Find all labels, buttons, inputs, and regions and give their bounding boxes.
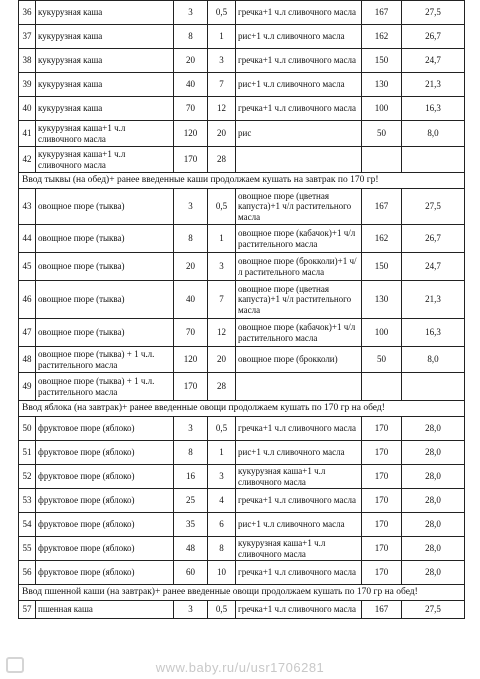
- first-amount-cell: 8: [174, 225, 208, 253]
- first-food-cell: пшенная каша: [36, 601, 174, 619]
- watermark-text: www.baby.ru/u/usr1706281: [155, 660, 325, 675]
- feeding-schedule-table: [18, 0, 465, 619]
- first-amount-cell: 70: [174, 97, 208, 121]
- first-portion-cell: 3: [208, 253, 236, 281]
- second-portion-cell: 28,0: [402, 441, 465, 465]
- table-row: [19, 441, 465, 465]
- second-portion-cell: 8,0: [402, 347, 465, 373]
- table-row: [19, 25, 465, 49]
- day-number-cell: 52: [19, 465, 36, 489]
- table-row: [19, 121, 465, 147]
- table-row: [19, 465, 465, 489]
- second-food-cell: [236, 147, 362, 173]
- first-portion-cell: 6: [208, 513, 236, 537]
- first-food-cell: фруктовое пюре (яблоко): [36, 537, 174, 561]
- section-note-row: [19, 173, 465, 189]
- first-food-cell: кукурузная каша: [36, 73, 174, 97]
- first-food-cell: фруктовое пюре (яблоко): [36, 417, 174, 441]
- second-amount-cell: 170: [362, 513, 402, 537]
- first-food-cell: фруктовое пюре (яблоко): [36, 489, 174, 513]
- second-portion-cell: [402, 147, 465, 173]
- second-portion-cell: 26,7: [402, 25, 465, 49]
- table-row: [19, 417, 465, 441]
- first-amount-cell: 3: [174, 417, 208, 441]
- first-amount-cell: 120: [174, 347, 208, 373]
- table-row: [19, 373, 465, 401]
- second-food-cell: овощное пюре (цветная капуста)+1 ч/л растительного масла: [236, 189, 362, 225]
- second-amount-cell: 130: [362, 281, 402, 319]
- first-amount-cell: 60: [174, 561, 208, 585]
- day-number-cell: 50: [19, 417, 36, 441]
- day-number-cell: 48: [19, 347, 36, 373]
- first-portion-cell: 0,5: [208, 1, 236, 25]
- second-portion-cell: [402, 373, 465, 401]
- second-amount-cell: 50: [362, 121, 402, 147]
- first-portion-cell: 7: [208, 281, 236, 319]
- first-portion-cell: 12: [208, 319, 236, 347]
- second-amount-cell: 100: [362, 319, 402, 347]
- second-portion-cell: 28,0: [402, 513, 465, 537]
- second-amount-cell: 167: [362, 189, 402, 225]
- first-portion-cell: 1: [208, 25, 236, 49]
- second-amount-cell: 130: [362, 73, 402, 97]
- table-row: [19, 281, 465, 319]
- first-portion-cell: 10: [208, 561, 236, 585]
- first-portion-cell: 20: [208, 347, 236, 373]
- second-food-cell: кукурузная каша+1 ч.л сливочного масла: [236, 465, 362, 489]
- second-portion-cell: 27,5: [402, 189, 465, 225]
- day-number-cell: 57: [19, 601, 36, 619]
- first-portion-cell: 1: [208, 441, 236, 465]
- first-amount-cell: 20: [174, 49, 208, 73]
- first-amount-cell: 3: [174, 601, 208, 619]
- table-row: [19, 49, 465, 73]
- second-portion-cell: 28,0: [402, 489, 465, 513]
- first-amount-cell: 35: [174, 513, 208, 537]
- second-portion-cell: 28,0: [402, 465, 465, 489]
- second-food-cell: овощное пюре (кабачок)+1 ч/л растительного масла: [236, 319, 362, 347]
- second-amount-cell: 170: [362, 441, 402, 465]
- second-portion-cell: 28,0: [402, 561, 465, 585]
- table-row: [19, 73, 465, 97]
- second-food-cell: гречка+1 ч.л сливочного масла: [236, 417, 362, 441]
- section-note-row: [19, 585, 465, 601]
- day-number-cell: 38: [19, 49, 36, 73]
- first-food-cell: фруктовое пюре (яблоко): [36, 561, 174, 585]
- second-amount-cell: [362, 373, 402, 401]
- first-portion-cell: 0,5: [208, 189, 236, 225]
- first-portion-cell: 4: [208, 489, 236, 513]
- second-portion-cell: 16,3: [402, 319, 465, 347]
- first-amount-cell: 70: [174, 319, 208, 347]
- table-row: [19, 189, 465, 225]
- day-number-cell: 54: [19, 513, 36, 537]
- first-portion-cell: 20: [208, 121, 236, 147]
- day-number-cell: 41: [19, 121, 36, 147]
- day-number-cell: 55: [19, 537, 36, 561]
- second-amount-cell: 150: [362, 49, 402, 73]
- first-portion-cell: 0,5: [208, 417, 236, 441]
- first-food-cell: кукурузная каша+1 ч.л сливочного масла: [36, 147, 174, 173]
- table-row: [19, 537, 465, 561]
- section-note: Ввод тыквы (на обед)+ ранее введенные каши продолжаем кушать на завтрак по 170 гр!: [19, 173, 465, 189]
- table-row: [19, 489, 465, 513]
- first-amount-cell: 25: [174, 489, 208, 513]
- first-amount-cell: 40: [174, 73, 208, 97]
- first-amount-cell: 170: [174, 373, 208, 401]
- first-portion-cell: 8: [208, 537, 236, 561]
- second-portion-cell: 27,5: [402, 1, 465, 25]
- day-number-cell: 53: [19, 489, 36, 513]
- table-row: [19, 347, 465, 373]
- first-food-cell: кукурузная каша: [36, 49, 174, 73]
- table-row: [19, 253, 465, 281]
- second-food-cell: гречка+1 ч.л сливочного масла: [236, 49, 362, 73]
- second-amount-cell: 170: [362, 561, 402, 585]
- second-amount-cell: 100: [362, 97, 402, 121]
- second-portion-cell: 26,7: [402, 225, 465, 253]
- second-portion-cell: 24,7: [402, 49, 465, 73]
- second-portion-cell: 28,0: [402, 417, 465, 441]
- first-food-cell: овощное пюре (тыква): [36, 319, 174, 347]
- second-food-cell: гречка+1 ч.л сливочного масла: [236, 1, 362, 25]
- table-row: [19, 513, 465, 537]
- second-amount-cell: 162: [362, 225, 402, 253]
- table-row: [19, 601, 465, 619]
- table-row: [19, 225, 465, 253]
- second-food-cell: рис+1 ч.л сливочного масла: [236, 441, 362, 465]
- second-amount-cell: 170: [362, 417, 402, 441]
- second-amount-cell: 167: [362, 601, 402, 619]
- first-portion-cell: 12: [208, 97, 236, 121]
- first-portion-cell: 7: [208, 73, 236, 97]
- first-portion-cell: 28: [208, 147, 236, 173]
- second-food-cell: [236, 373, 362, 401]
- table-row: [19, 561, 465, 585]
- section-note: Ввод пшенной каши (на завтрак)+ ранее введенные овощи продолжаем кушать по 170 гр на обед!: [19, 585, 465, 601]
- day-number-cell: 49: [19, 373, 36, 401]
- second-amount-cell: 150: [362, 253, 402, 281]
- first-food-cell: кукурузная каша: [36, 1, 174, 25]
- second-food-cell: гречка+1 ч.л сливочного масла: [236, 601, 362, 619]
- section-note: Ввод яблока (на завтрак)+ ранее введенные овощи продолжаем кушать по 170 гр на обед!: [19, 401, 465, 417]
- day-number-cell: 56: [19, 561, 36, 585]
- first-food-cell: овощное пюре (тыква) + 1 ч.л. растительного масла: [36, 373, 174, 401]
- first-amount-cell: 120: [174, 121, 208, 147]
- second-food-cell: гречка+1 ч.л сливочного масла: [236, 561, 362, 585]
- first-food-cell: овощное пюре (тыква): [36, 281, 174, 319]
- second-amount-cell: [362, 147, 402, 173]
- first-food-cell: овощное пюре (тыква) + 1 ч.л. растительного масла: [36, 347, 174, 373]
- second-food-cell: рис+1 ч.л сливочного масла: [236, 25, 362, 49]
- second-food-cell: гречка+1 ч.л сливочного масла: [236, 489, 362, 513]
- second-food-cell: рис: [236, 121, 362, 147]
- first-portion-cell: 1: [208, 225, 236, 253]
- first-amount-cell: 16: [174, 465, 208, 489]
- first-amount-cell: 8: [174, 441, 208, 465]
- day-number-cell: 42: [19, 147, 36, 173]
- first-portion-cell: 3: [208, 465, 236, 489]
- first-food-cell: овощное пюре (тыква): [36, 189, 174, 225]
- first-food-cell: фруктовое пюре (яблоко): [36, 465, 174, 489]
- second-portion-cell: 21,3: [402, 281, 465, 319]
- second-food-cell: овощное пюре (кабачок)+1 ч/л растительного масла: [236, 225, 362, 253]
- first-food-cell: кукурузная каша: [36, 97, 174, 121]
- table-row: [19, 147, 465, 173]
- table-row: [19, 1, 465, 25]
- second-food-cell: овощное пюре (брокколи): [236, 347, 362, 373]
- second-portion-cell: 8,0: [402, 121, 465, 147]
- second-food-cell: гречка+1 ч.л сливочного масла: [236, 97, 362, 121]
- first-portion-cell: 3: [208, 49, 236, 73]
- second-amount-cell: 162: [362, 25, 402, 49]
- second-food-cell: рис+1 ч.л сливочного масла: [236, 513, 362, 537]
- second-food-cell: овощное пюре (цветная капуста)+1 ч/л растительного масла: [236, 281, 362, 319]
- second-amount-cell: 50: [362, 347, 402, 373]
- first-amount-cell: 170: [174, 147, 208, 173]
- day-number-cell: 43: [19, 189, 36, 225]
- day-number-cell: 51: [19, 441, 36, 465]
- section-note-row: [19, 401, 465, 417]
- day-number-cell: 37: [19, 25, 36, 49]
- first-amount-cell: 48: [174, 537, 208, 561]
- second-amount-cell: 170: [362, 489, 402, 513]
- first-amount-cell: 3: [174, 1, 208, 25]
- first-food-cell: кукурузная каша: [36, 25, 174, 49]
- first-food-cell: кукурузная каша+1 ч.л сливочного масла: [36, 121, 174, 147]
- day-number-cell: 40: [19, 97, 36, 121]
- second-food-cell: рис+1 ч.л сливочного масла: [236, 73, 362, 97]
- second-portion-cell: 28,0: [402, 537, 465, 561]
- first-amount-cell: 3: [174, 189, 208, 225]
- first-food-cell: овощное пюре (тыква): [36, 225, 174, 253]
- second-portion-cell: 27,5: [402, 601, 465, 619]
- second-food-cell: кукурузная каша+1 ч.л сливочного масла: [236, 537, 362, 561]
- day-number-cell: 39: [19, 73, 36, 97]
- day-number-cell: 44: [19, 225, 36, 253]
- day-number-cell: 47: [19, 319, 36, 347]
- first-food-cell: фруктовое пюре (яблоко): [36, 513, 174, 537]
- second-amount-cell: 167: [362, 1, 402, 25]
- second-portion-cell: 21,3: [402, 73, 465, 97]
- second-amount-cell: 170: [362, 465, 402, 489]
- second-portion-cell: 24,7: [402, 253, 465, 281]
- first-amount-cell: 8: [174, 25, 208, 49]
- first-food-cell: фруктовое пюре (яблоко): [36, 441, 174, 465]
- second-food-cell: овощное пюре (брокколи)+1 ч/л растительного масла: [236, 253, 362, 281]
- first-portion-cell: 0,5: [208, 601, 236, 619]
- day-number-cell: 46: [19, 281, 36, 319]
- first-portion-cell: 28: [208, 373, 236, 401]
- table-row: [19, 97, 465, 121]
- table-row: [19, 319, 465, 347]
- day-number-cell: 36: [19, 1, 36, 25]
- day-number-cell: 45: [19, 253, 36, 281]
- first-amount-cell: 40: [174, 281, 208, 319]
- second-portion-cell: 16,3: [402, 97, 465, 121]
- first-food-cell: овощное пюре (тыква): [36, 253, 174, 281]
- first-amount-cell: 20: [174, 253, 208, 281]
- second-amount-cell: 170: [362, 537, 402, 561]
